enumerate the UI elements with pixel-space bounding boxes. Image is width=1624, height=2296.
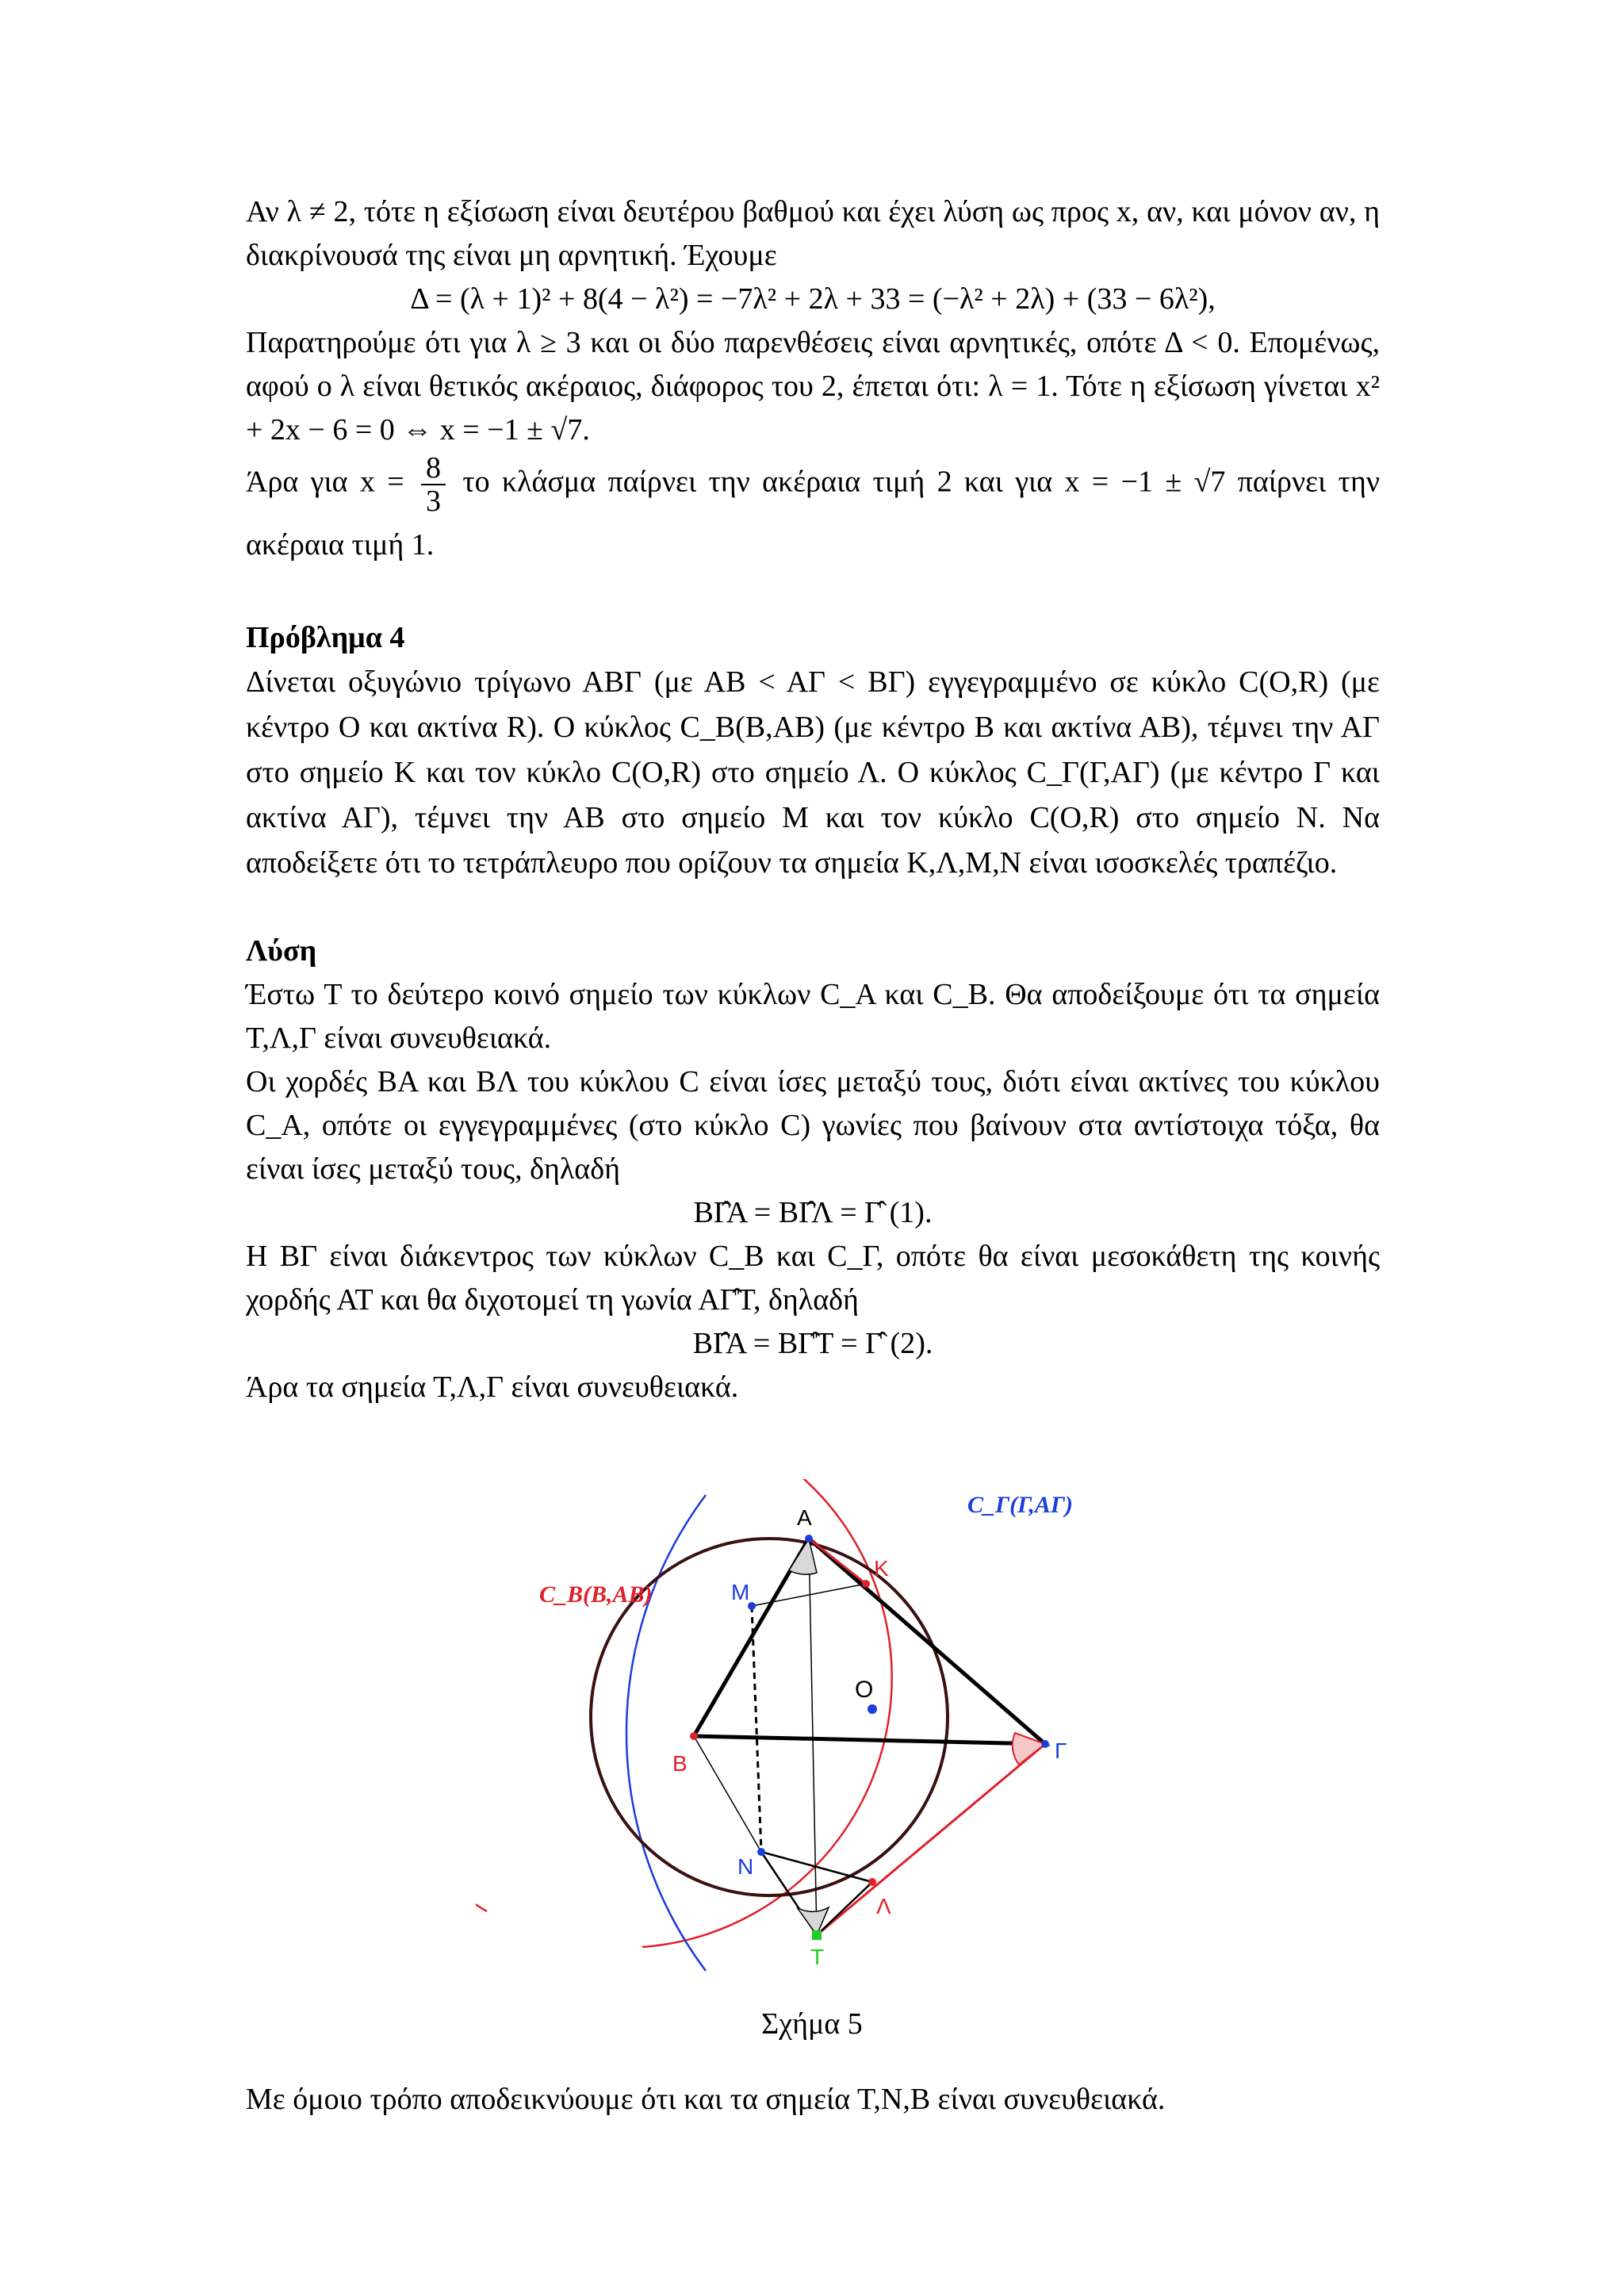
problem-text: Δίνεται οξυγώνιο τρίγωνο ΑΒΓ (με ΑΒ < ΑΓ < ΒΓ) εγγεγραμμένο σε κύκλο C(O,R) (με κέντρο O και ακτίνα R). Ο κύκλος C_B(Β,ΑΒ) (με κέντρο Β και ακτίνα ΑΒ), τέμνει την ΑΓ στο σημείο Κ και τον κύκλο C(O,R) στο σημείο Λ. Ο κύκλος C_Γ(Γ,ΑΓ) (με κέντρο Γ και ακτίνα ΑΓ), τέμνει την ΑΒ στο σημείο Μ και τον κύκλο C(O,R) στο σημείο Ν. Να αποδείξετε ότι το τετράπλευρο που ορίζουν τα σημεία Κ,Λ,Μ,Ν είναι ισοσκελές τραπέζιο. <box>246 665 1380 880</box>
line-g-t <box>817 1744 1045 1935</box>
conclusion-part-a: Άρα για x = <box>246 465 404 499</box>
label-o: Ο <box>855 1677 874 1703</box>
problem-title: Πρόβλημα 4 <box>246 621 405 654</box>
label-b: Β <box>672 1751 688 1776</box>
line-b-n <box>694 1736 761 1852</box>
figure-caption: Σχήμα 5 <box>761 2007 863 2041</box>
paragraph-intro: Αν λ ≠ 2, τότε η εξίσωση είναι δευτέρου βαθμού και έχει λύση ως προς x, αν, και μόνον αν, η διακρίνουσά της είναι μη αρνητική. Έχουμε <box>246 195 1380 272</box>
fraction-numerator: 8 <box>421 452 446 485</box>
point-n <box>757 1848 765 1856</box>
point-g <box>1041 1740 1049 1748</box>
geometry-figure <box>476 1479 1102 2003</box>
label-cg: C_Γ(Γ,ΑΓ) <box>967 1492 1074 1518</box>
point-b <box>690 1732 698 1740</box>
solution-title: Λύση <box>246 934 317 968</box>
paragraph-conclusion <box>246 452 1380 573</box>
line-m-n-dashed <box>752 1606 761 1852</box>
paragraph-lambda: Παρατηρούμε ότι για λ ≥ 3 και οι δύο παρενθέσεις είναι αρνητικές, οπότε Δ < 0. Επομένως, αφού ο λ είναι θετικός ακέραιος, διάφορος του 2, έπεται ότι: λ = 1. Τότε η εξίσωση γίνεται x² + 2x − 6 = 0 ⇔ x = −1 ± √7. <box>246 326 1380 447</box>
label-m: Μ <box>731 1580 750 1604</box>
solution-equation-1: ΒΓ̂Α = ΒΓ̂Λ = Γ̂ (1). <box>693 1196 933 1229</box>
fraction-denominator: 3 <box>426 485 442 518</box>
label-l: Λ <box>876 1894 891 1918</box>
document-body <box>246 190 1380 1409</box>
point-l <box>868 1878 876 1886</box>
point-o <box>868 1704 877 1714</box>
point-k <box>862 1580 870 1588</box>
solution-paragraph-1: Έστω Τ το δεύτερο κοινό σημείο των κύκλων C_A και C_B. Θα αποδείξουμε ότι τα σημεία Τ,Λ,Γ είναι συνευθειακά. <box>246 978 1380 1055</box>
solution-paragraph-3: Η ΒΓ είναι διάκεντρος των κύκλων C_B και C_Γ, οπότε θα είναι μεσοκάθετη της κοινής χορδής ΑΤ και θα διχοτομεί τη γωνία ΑΓ̂Τ, δηλαδή <box>246 1240 1380 1317</box>
solution-equation-2: ΒΓ̂Α = ΒΓ̂Τ = Γ̂ (2). <box>692 1327 933 1360</box>
label-n: Ν <box>737 1854 754 1879</box>
closing-paragraph: Με όμοιο τρόπο αποδεικνύουμε ότι και τα σημεία Τ,Ν,Β είναι συνευθειακά. <box>246 2083 1166 2116</box>
label-k: Κ <box>874 1556 889 1581</box>
solution-paragraph-2: Οι χορδές ΒΑ και ΒΛ του κύκλου C είναι ίσες μεταξύ τους, διότι είναι ακτίνες του κύκλου C_A, οπότε οι εγγεγραμμένες (στο κύκλο C) γωνίες που βαίνουν στα αντίστοιχα τόξα, θα είναι ίσες μεταξύ τους, δηλαδή <box>246 1065 1380 1186</box>
label-t: Τ <box>810 1945 825 1969</box>
point-t <box>812 1930 822 1940</box>
conclusion-part-b: το κλάσμα παίρνει την ακέραια τιμή 2 και για x = −1 ± √7 παίρνει την ακέραια τιμή 1. <box>246 465 1381 562</box>
fraction <box>421 452 446 517</box>
label-a: Α <box>797 1505 812 1530</box>
line-m-k <box>752 1584 866 1606</box>
label-g: Γ <box>1055 1738 1067 1763</box>
equation-discriminant: Δ = (λ + 1)² + 8(4 − λ²) = −7λ² + 2λ + 33 = (−λ² + 2λ) + (33 − 6λ²), <box>410 282 1216 316</box>
label-cb: C_B(Β,ΑΒ) <box>539 1581 653 1608</box>
point-a <box>805 1535 813 1543</box>
solution-paragraph-4: Άρα τα σημεία Τ,Λ,Γ είναι συνευθειακά. <box>246 1370 739 1404</box>
